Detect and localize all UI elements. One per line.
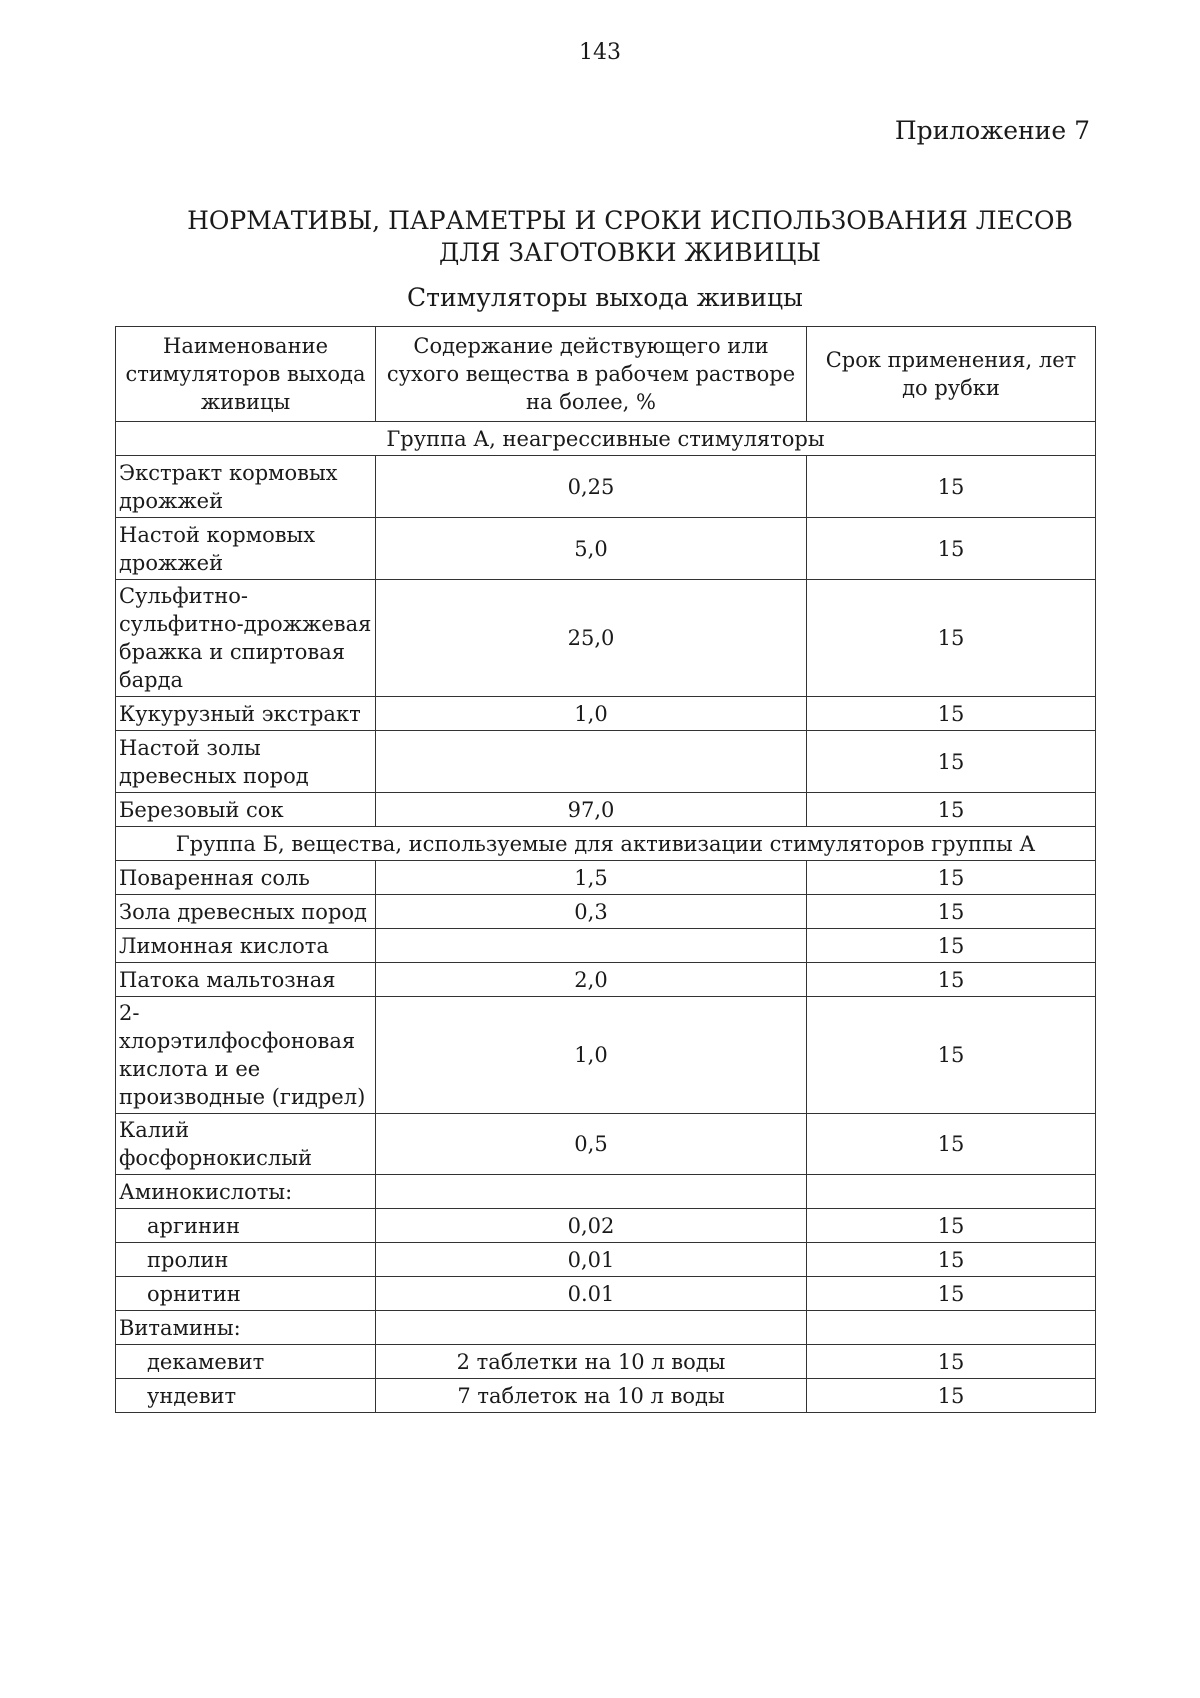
title-line-1: НОРМАТИВЫ, ПАРАМЕТРЫ И СРОКИ ИСПОЛЬЗОВАНИЯ ЛЕСОВ (187, 206, 1073, 235)
row-term: 15 (807, 895, 1096, 929)
row-content: 7 таблеток на 10 л воды (376, 1379, 807, 1413)
table-row (116, 580, 1096, 697)
row-term: 15 (807, 731, 1096, 793)
table-row (116, 697, 1096, 731)
row-name: Калий фосфорнокислый (116, 1114, 376, 1175)
row-name: Лимонная кислота (116, 929, 376, 963)
row-content (376, 1311, 807, 1345)
header-content: Содержание действующего или сухого вещества в рабочем растворе на более, % (376, 327, 807, 422)
row-name: Поваренная соль (116, 861, 376, 895)
appendix-label: Приложение 7 (894, 116, 1090, 145)
row-content: 1,5 (376, 861, 807, 895)
group-a-heading: Группа А, неагрессивные стимуляторы (116, 422, 1096, 456)
row-term: 15 (807, 997, 1096, 1114)
table-row (116, 929, 1096, 963)
row-name: Сульфитно-сульфитно-дрожжевая бражка и спиртовая барда (116, 580, 376, 697)
table-row (116, 793, 1096, 827)
row-term: 15 (807, 929, 1096, 963)
table-row (116, 1379, 1096, 1413)
row-term: 15 (807, 963, 1096, 997)
table-row (116, 731, 1096, 793)
row-name: Аминокислоты: (116, 1175, 376, 1209)
row-term: 15 (807, 1277, 1096, 1311)
row-name: Экстракт кормовых дрожжей (116, 456, 376, 518)
row-term (807, 1175, 1096, 1209)
row-content (376, 731, 807, 793)
row-term: 15 (807, 1114, 1096, 1175)
row-name: Патока мальтозная (116, 963, 376, 997)
row-content: 0,01 (376, 1243, 807, 1277)
row-content: 2 таблетки на 10 л воды (376, 1345, 807, 1379)
table-row (116, 963, 1096, 997)
row-name: Витамины: (116, 1311, 376, 1345)
table-row (116, 895, 1096, 929)
row-content: 1,0 (376, 997, 807, 1114)
table-header-row (116, 327, 1096, 422)
table-row (116, 1277, 1096, 1311)
row-term: 15 (807, 793, 1096, 827)
row-term: 15 (807, 861, 1096, 895)
row-term (807, 1311, 1096, 1345)
row-content: 2,0 (376, 963, 807, 997)
row-term: 15 (807, 1209, 1096, 1243)
table-row (116, 518, 1096, 580)
row-term: 15 (807, 697, 1096, 731)
table-row (116, 1311, 1096, 1345)
row-content: 0.01 (376, 1277, 807, 1311)
row-term: 15 (807, 580, 1096, 697)
row-name: Настой золы древесных пород (116, 731, 376, 793)
document-title (150, 205, 1110, 269)
group-b-row (116, 827, 1096, 861)
table-subtitle: Стимуляторы выхода живицы (407, 283, 803, 312)
table-row (116, 456, 1096, 518)
header-name: Наименование стимуляторов выхода живицы (116, 327, 376, 422)
row-term: 15 (807, 1243, 1096, 1277)
row-name: ундевит (116, 1379, 376, 1413)
title-line-2: ДЛЯ ЗАГОТОВКИ ЖИВИЦЫ (439, 238, 821, 267)
row-content: 25,0 (376, 580, 807, 697)
stimulators-table (115, 326, 1096, 1413)
row-content: 5,0 (376, 518, 807, 580)
row-content: 0,5 (376, 1114, 807, 1175)
row-name: Настой кормовых дрожжей (116, 518, 376, 580)
row-name: Зола древесных пород (116, 895, 376, 929)
table-row (116, 1345, 1096, 1379)
row-term: 15 (807, 1345, 1096, 1379)
table-row (116, 997, 1096, 1114)
row-content: 97,0 (376, 793, 807, 827)
row-content (376, 929, 807, 963)
header-term: Срок применения, лет до рубки (807, 327, 1096, 422)
group-a-row (116, 422, 1096, 456)
table-row (116, 1114, 1096, 1175)
row-content: 1,0 (376, 697, 807, 731)
table-row (116, 861, 1096, 895)
row-content: 0,02 (376, 1209, 807, 1243)
table-row (116, 1243, 1096, 1277)
group-b-heading: Группа Б, вещества, используемые для активизации стимуляторов группы А (116, 827, 1096, 861)
row-name: Кукурузный экстракт (116, 697, 376, 731)
row-name: аргинин (116, 1209, 376, 1243)
page-number: 143 (579, 40, 621, 65)
row-content: 0,25 (376, 456, 807, 518)
table-row (116, 1209, 1096, 1243)
row-term: 15 (807, 456, 1096, 518)
row-name: декамевит (116, 1345, 376, 1379)
row-term: 15 (807, 1379, 1096, 1413)
row-content: 0,3 (376, 895, 807, 929)
row-name: 2-хлорэтилфосфоновая кислота и ее производные (гидрел) (116, 997, 376, 1114)
row-name: орнитин (116, 1277, 376, 1311)
row-name: Березовый сок (116, 793, 376, 827)
table-row (116, 1175, 1096, 1209)
row-name: пролин (116, 1243, 376, 1277)
row-content (376, 1175, 807, 1209)
row-term: 15 (807, 518, 1096, 580)
